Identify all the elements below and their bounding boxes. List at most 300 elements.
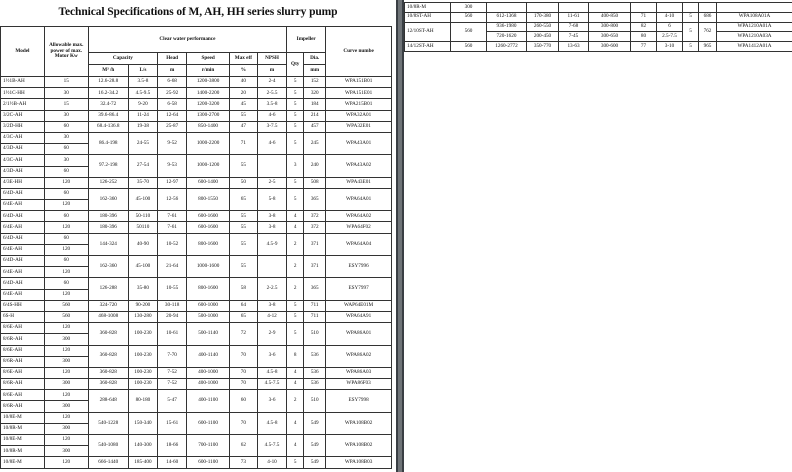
curve-cell: WPA86A03 [326,367,392,378]
ls-cell: 45-100 [128,256,157,278]
npsh-cell: 3.5-8 [257,99,286,110]
speed-cell: 400-1000 [187,379,230,390]
model-cell: 4/3C-AH [1,132,45,143]
head-cell: 7-68 [559,22,589,32]
speed-cell: 300-800 [589,22,631,32]
eff-cell: 71 [229,132,257,154]
model-cell: 8/6R-AH [1,334,45,345]
dia-cell [699,3,717,13]
power-cell: 30 [44,88,88,99]
qty-cell: 2 [287,278,304,300]
dia-cell: 365 [304,278,326,300]
header-curve: Curve numbe [326,27,392,77]
dia-cell: 549 [304,412,326,434]
speed-cell: 400-1000 [187,367,230,378]
curve-cell: WPA64F02 [326,222,392,233]
model-cell: 6/4E-AH [1,289,45,300]
cap-cell: 360-828 [88,367,128,378]
cap-cell: 324-720 [88,300,128,311]
curve-cell: WPA108A01A [717,12,792,22]
model-cell: 8/6E-AH [1,367,45,378]
power-cell: 300 [44,379,88,390]
unit-m: m [158,65,187,77]
ls-cell: 150-340 [128,412,157,434]
header-speed: Speed [187,53,230,65]
npsh-cell: 4.5-7.5 [257,435,286,457]
dia-cell: 686 [699,12,717,22]
header-max-eff: Max eff [229,53,257,65]
dia-cell: 240 [304,155,326,177]
eff-cell: 58 [229,278,257,300]
eff-cell: 71 [631,12,657,22]
header-impeller: Impeller [287,27,326,53]
model-cell: 6S-H [1,311,45,322]
dia-cell: 510 [304,390,326,412]
head-cell: 6-58 [158,99,187,110]
head-cell: 7-52 [158,379,187,390]
qty-cell: 5 [287,311,304,322]
ls-cell: 185-400 [128,457,157,468]
unit-ls: L/s [128,65,157,77]
table-row [1,311,392,322]
eff-cell: 72 [229,323,257,345]
table-row [405,3,792,13]
head-cell: 14-60 [158,457,187,468]
table-row [1,155,392,166]
eff-cell: 55 [229,233,257,255]
header-qty: Qty [287,53,304,77]
model-cell: 4/3E-HH [1,177,45,188]
ls-cell: 11-24 [128,110,157,121]
npsh-cell: 5-8 [257,188,286,210]
power-cell: 120 [44,244,88,255]
head-cell [559,3,589,13]
speed-cell: 1000-1200 [187,155,230,177]
model-cell: 1½1C-HH [1,88,45,99]
npsh-cell [257,256,286,278]
npsh-cell: 2-9 [257,323,286,345]
dia-cell: 371 [304,233,326,255]
qty-cell: 5 [287,110,304,121]
model-cell: 6/4E-AH [1,200,45,211]
npsh-cell: 4-6 [257,132,286,154]
head-cell: 12-64 [158,110,187,121]
spec-table-body [1,77,392,469]
speed-cell: 500-1000 [187,311,230,322]
ls-cell: 50-110 [128,211,157,222]
eff-cell: 82 [631,22,657,32]
curve-cell: WPA64A01 [326,188,392,210]
table-row [1,177,392,188]
curve-cell: WPA1210A03A [717,32,792,42]
model-cell: 6/4D-AH [1,233,45,244]
qty-cell: 2 [287,233,304,255]
speed-cell: 300-650 [589,32,631,42]
dia-cell: 536 [304,345,326,367]
model-cell: 6/4D-AH [1,256,45,267]
power-cell: 300 [44,334,88,345]
ls-cell: 100-230 [128,345,157,367]
speed-cell: 600-1100 [187,457,230,468]
dia-cell: 536 [304,367,326,378]
table-row [1,188,392,199]
table-row [1,390,392,401]
speed-cell: 1200-3800 [187,77,230,88]
eff-cell: 77 [631,42,657,52]
power-cell: 60 [44,166,88,177]
cap-cell: 97.2-198 [88,155,128,177]
qty-cell: 4 [287,379,304,390]
table-row [1,379,392,390]
head-cell: 7-61 [158,211,187,222]
page-gutter [396,0,404,472]
dia-cell: 549 [304,457,326,468]
curve-cell: WPA86A01 [326,323,392,345]
power-cell: 560 [451,12,487,22]
eff-cell: 70 [229,412,257,434]
ls-cell: 24-55 [128,132,157,154]
npsh-cell: 3-8 [257,211,286,222]
document-title: Technical Specifications of M, AH, HH series slurry pump [58,6,338,18]
npsh-cell: 2-2.5 [257,278,286,300]
head-cell: 20-94 [158,311,187,322]
spec-table-continued-body [405,3,792,52]
model-cell: 6/4D-AH [1,211,45,222]
curve-cell: WPA108B02 [326,412,392,434]
eff-cell: 70 [229,379,257,390]
head-cell: 7-52 [158,367,187,378]
eff-cell: 73 [229,457,257,468]
qty-cell: 5 [287,99,304,110]
table-row [1,323,392,334]
power-cell: 30 [44,110,88,121]
document-page-right [404,0,792,472]
npsh-cell: 4-10 [257,457,286,468]
qty-cell: 5 [287,457,304,468]
curve-cell: WPA1210A01A [717,22,792,32]
ls-cell: 170-380 [527,12,559,22]
qty-cell: 5 [287,121,304,132]
model-cell: 14/12ST-AH [405,42,451,52]
speed-cell: 850-1400 [187,121,230,132]
speed-cell: 1000-1600 [187,256,230,278]
cap-cell: 86.4-198 [88,132,128,154]
qty-cell: 5 [287,177,304,188]
qty-cell: 3 [287,155,304,177]
qty-cell: 5 [287,323,304,345]
head-cell: 13-63 [559,42,589,52]
curve-cell: WPA108B03 [326,457,392,468]
speed-cell: 400-1100 [187,390,230,412]
speed-cell: 1200-3200 [187,99,230,110]
curve-cell: WPA64A91 [326,311,392,322]
speed-cell: 400-850 [589,12,631,22]
cap-cell: 39.6-86.4 [88,110,128,121]
head-cell: 25-87 [158,121,187,132]
cap-cell: 612-1368 [487,12,527,22]
curve-cell: WPA32A01 [326,110,392,121]
speed-cell: 500-1140 [187,323,230,345]
eff-cell: 55 [229,155,257,177]
dia-cell: 711 [304,300,326,311]
speed-cell: 600-1600 [187,211,230,222]
ls-cell: 50110 [128,222,157,233]
head-cell: 7-70 [158,345,187,367]
model-cell: 2/1½B-AH [1,99,45,110]
head-cell: 12-56 [158,188,187,210]
head-cell: 11-61 [559,12,589,22]
table-row [405,42,792,52]
power-cell: 30 [44,155,88,166]
cap-cell: 126-252 [88,177,128,188]
speed-cell: 1000-2200 [187,132,230,154]
cap-cell: 666-1440 [88,457,128,468]
table-row [1,88,392,99]
speed-cell: 700-1100 [187,435,230,457]
dia-cell: 510 [304,323,326,345]
dia-cell: 372 [304,211,326,222]
cap-cell: 162-360 [88,188,128,210]
header-capacity: Capacity [88,53,157,65]
head-cell: 10-61 [158,323,187,345]
cap-cell: 720-1620 [487,32,527,42]
npsh-cell: 4-10 [657,12,683,22]
gutter-edge-left [396,0,398,472]
head-cell: 6-68 [158,77,187,88]
ls-cell: 3.5-8 [128,77,157,88]
ls-cell: 350-770 [527,42,559,52]
eff-cell: 70 [229,345,257,367]
npsh-cell: 3-8 [257,222,286,233]
cap-cell: 162-360 [88,256,128,278]
ls-cell [527,3,559,13]
head-cell: 7-45 [559,32,589,42]
curve-cell: WPA64A02 [326,211,392,222]
speed-cell: 400-1140 [187,345,230,367]
ls-cell: 90-200 [128,300,157,311]
power-cell: 60 [44,256,88,267]
dia-cell: 184 [304,99,326,110]
speed-cell: 300-600 [589,42,631,52]
cap-cell: 68.4-136.8 [88,121,128,132]
ls-cell: 9-20 [128,99,157,110]
model-cell: 10/8R-M [1,446,45,457]
model-cell: 6/4E-AH [1,222,45,233]
model-cell: 8/6E-AH [1,345,45,356]
unit-m3h: M³ /h [88,65,128,77]
power-cell: 120 [44,222,88,233]
qty-cell: 4 [287,367,304,378]
head-cell: 9-52 [158,132,187,154]
model-cell: 6/4D-AH [1,278,45,289]
npsh-cell: 2.5-7.5 [657,32,683,42]
speed-cell: 800-1600 [187,278,230,300]
eff-cell: 55 [229,256,257,278]
power-cell: 120 [44,435,88,446]
dia-cell: 245 [304,132,326,154]
npsh-cell: 4.5-8 [257,412,286,434]
curve-cell: WPA151B01 [326,77,392,88]
npsh-cell: 4.5-7.5 [257,379,286,390]
cap-cell: 360-828 [88,345,128,367]
model-cell: 12/10ST-AH [405,22,451,42]
qty-cell: 4 [287,435,304,457]
eff-cell: 60 [229,390,257,412]
power-cell: 60 [44,233,88,244]
cap-cell: 360-828 [88,379,128,390]
eff-cell: 64 [229,300,257,311]
eff-cell: 65 [229,188,257,210]
head-cell: 10-52 [158,233,187,255]
cap-cell: 468-1008 [88,311,128,322]
npsh-cell: 6 [657,22,683,32]
dia-cell: 152 [304,77,326,88]
qty-cell: 4 [287,211,304,222]
speed-cell: 600-1400 [187,177,230,188]
dia-cell: 365 [304,188,326,210]
head-cell: 5-47 [158,390,187,412]
unit-mm: mm [304,65,326,77]
table-row [1,222,392,233]
power-cell: 60 [44,188,88,199]
table-row [405,22,792,32]
table-row [1,345,392,356]
head-cell: 30-118 [158,300,187,311]
model-cell: 6/4S-HH [1,300,45,311]
qty-cell: 5 [287,132,304,154]
cap-cell: 540-1228 [88,412,128,434]
qty-cell: 5 [683,22,699,42]
eff-cell: 47 [229,121,257,132]
power-cell: 120 [44,200,88,211]
header-dia: Dia. [304,53,326,65]
eff-cell: 70 [229,367,257,378]
head-cell: 15-61 [158,412,187,434]
npsh-cell: 4-12 [257,311,286,322]
model-cell: 8/6R-AH [1,379,45,390]
eff-cell [631,3,657,13]
qty-cell: 2 [287,390,304,412]
speed-cell: 800-1550 [187,188,230,210]
cap-cell: 180-396 [88,211,128,222]
ls-cell: 35-80 [128,278,157,300]
table-row [1,435,392,446]
npsh-cell: 3-6 [257,390,286,412]
ls-cell: 19-38 [128,121,157,132]
table-row [1,256,392,267]
header-head: Head [158,53,187,65]
power-cell: 120 [44,367,88,378]
power-cell: 120 [44,323,88,334]
head-cell: 21-64 [158,256,187,278]
qty-cell: 5 [287,77,304,88]
eff-cell: 62 [229,435,257,457]
table-row [1,278,392,289]
curve-cell: WPA1412A01A [717,42,792,52]
npsh-cell: 4-6 [257,110,286,121]
dia-cell: 762 [699,22,717,42]
power-cell: 15 [44,99,88,110]
model-cell: 10/8ST-AH [405,12,451,22]
ls-cell: 100-230 [128,367,157,378]
power-cell: 300 [44,446,88,457]
curve-cell: WPA43A02 [326,155,392,177]
cap-cell [487,3,527,13]
unit-rmin: r/min [187,65,230,77]
qty-cell: 5 [683,12,699,22]
speed-cell [589,3,631,13]
model-cell: 6/4D-AH [1,188,45,199]
cap-cell: 126-288 [88,278,128,300]
head-cell: 7-61 [158,222,187,233]
power-cell: 560 [44,300,88,311]
cap-cell: 180-396 [88,222,128,233]
curve-cell: WPA86A02 [326,345,392,367]
ls-cell: 140-300 [128,435,157,457]
model-cell: 1½1B-AH [1,77,45,88]
power-cell: 560 [44,311,88,322]
qty-cell: 5 [287,188,304,210]
eff-cell: 65 [229,311,257,322]
model-cell: 10/8E-M [1,457,45,468]
ls-cell: 45-100 [128,188,157,210]
cap-cell: 16.2-34.2 [88,88,128,99]
speed-cell: 1400-2200 [187,88,230,99]
curve-cell: WPA32E01 [326,121,392,132]
model-cell: 10/8E-M [1,412,45,423]
eff-cell: 55 [229,222,257,233]
model-cell: 3/2D-HH [1,121,45,132]
unit-m-npsh: m [257,65,286,77]
curve-cell: WPA151E01 [326,88,392,99]
dia-cell: 214 [304,110,326,121]
qty-cell: 5 [683,42,699,52]
power-cell: 300 [44,423,88,434]
cap-cell: 288-648 [88,390,128,412]
speed-cell: 600-1000 [187,300,230,311]
model-cell: 6/4E-AH [1,267,45,278]
power-cell: 30 [44,132,88,143]
curve-cell: ESY7998 [326,390,392,412]
curve-cell: WPA86F03 [326,379,392,390]
table-row [1,211,392,222]
table-row [1,367,392,378]
header-clear-water: Clear water performance [88,27,287,53]
power-cell: 300 [451,3,487,13]
head-cell: 10-55 [158,278,187,300]
dia-cell: 711 [304,311,326,322]
power-cell: 560 [451,22,487,42]
model-cell: 10/8E-M [1,435,45,446]
ls-cell: 4.5-9.5 [128,88,157,99]
curve-cell: WPA215B01 [326,99,392,110]
npsh-cell: 3-8 [257,300,286,311]
qty-cell: 5 [287,88,304,99]
head-cell: 9-53 [158,155,187,177]
power-cell: 120 [44,390,88,401]
ls-cell: 260-550 [527,22,559,32]
model-cell: 10/8R-M [405,3,451,13]
header-allowable-power: Allowable max. power of max. Motor Kw [44,27,88,77]
qty-cell [683,3,699,13]
header-npsh: NPSH [257,53,286,65]
eff-cell: 50 [229,177,257,188]
table-row [1,110,392,121]
qty-cell: 8 [287,345,304,367]
speed-cell: 800-1600 [187,233,230,255]
power-cell: 60 [44,211,88,222]
cap-cell: 1260-2772 [487,42,527,52]
